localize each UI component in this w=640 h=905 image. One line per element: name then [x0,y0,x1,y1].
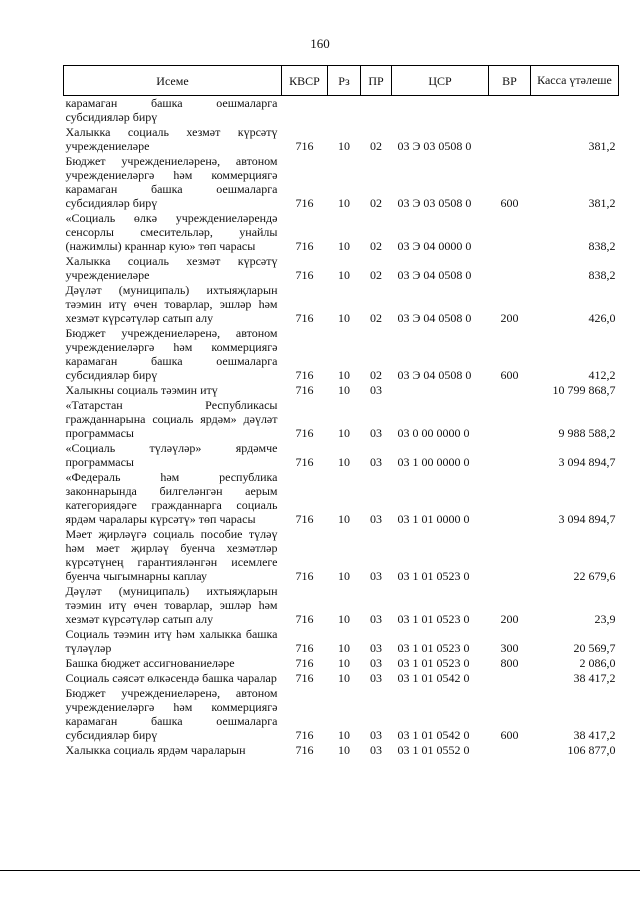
row-name: Социаль сәясәт өлкәсендә башка чаралар [65,671,277,685]
header-csr: ЦСР [392,66,489,96]
row-vr [489,470,531,527]
table-row [64,154,619,211]
row-csr [392,96,489,126]
table-row [64,254,619,283]
row-vr [489,527,531,584]
row-rz: 10 [338,569,350,583]
row-sum: 381,2 [588,139,616,153]
row-csr: 03 1 01 0000 0 [397,512,470,526]
row-sum: 3 094 894,7 [558,512,616,526]
row-kvsr [282,96,328,126]
row-sum [531,96,619,126]
row-kvsr: 716 [295,139,314,153]
table-row [64,211,619,254]
row-sum: 412,2 [588,368,616,382]
row-sum: 23,9 [594,612,616,626]
table-row [64,584,619,627]
table-row [64,656,619,671]
table-row [64,627,619,656]
table-body [64,96,619,759]
row-sum: 838,2 [588,268,616,282]
row-csr: 03 Э 03 0508 0 [397,196,472,210]
header-name: Исеме [64,66,282,96]
table-row [64,283,619,326]
row-csr: 03 1 01 0552 0 [397,743,470,757]
row-csr [392,383,489,398]
row-kvsr: 716 [295,311,314,325]
row-rz: 10 [338,656,350,670]
row-rz: 10 [338,196,350,210]
row-pr: 02 [370,368,382,382]
row-rz: 10 [338,383,350,397]
row-rz: 10 [338,268,350,282]
row-vr [489,211,531,254]
table-row [64,671,619,686]
row-pr: 03 [370,569,382,583]
table-row [64,527,619,584]
row-vr [489,254,531,283]
row-vr [489,743,531,758]
row-name: «Социаль өлкә учреждениеләрендә сенсорлы смесительләр, унайлы (нажимлы) краннар кую» төп чарасы [65,211,278,253]
row-rz: 10 [338,612,350,626]
row-name: «Федераль һәм республика законнарында билгеләнгән аерым категориядәге гражданнарга социаль ярдәм чаралары күрсәтү» төп чарасы [65,470,278,526]
row-sum: 38 417,2 [573,728,616,742]
row-csr: 03 Э 04 0508 0 [397,311,472,325]
table-header [64,66,619,96]
row-name: Башка бюджет ассигнованиеләре [65,656,235,670]
row-csr: 03 1 01 0523 0 [397,641,470,655]
row-csr: 03 1 01 0542 0 [397,728,470,742]
row-kvsr: 716 [295,368,314,382]
row-name: Дәүләт (муниципаль) ихтыяҗларын тәэмин итү өчен товарлар, эшләр һәм хезмәт күрсәтүләр сатып алу [65,283,278,325]
row-sum: 9 988 588,2 [558,426,616,440]
row-name: Халыкны социаль тәэмин итү [65,383,218,397]
row-pr: 03 [370,612,382,626]
row-kvsr: 716 [295,656,314,670]
row-vr [489,383,531,398]
row-vr: 600 [500,368,519,382]
row-csr: 03 Э 04 0000 0 [397,239,472,253]
row-pr: 03 [370,455,382,469]
row-pr: 02 [370,139,382,153]
row-name: Бюджет учреждениеләренә, автоном учреждениеләргә һәм коммерциягә карамаган башка оешмаларга субсидияләр бирү [65,686,278,742]
row-sum: 3 094 894,7 [558,455,616,469]
row-kvsr: 716 [295,612,314,626]
row-rz: 10 [338,728,350,742]
header-pr: ПР [361,66,392,96]
row-rz: 10 [338,641,350,655]
page-bottom-rule [0,870,640,901]
row-pr: 03 [370,743,382,757]
table-row [64,743,619,758]
row-sum: 38 417,2 [573,671,616,685]
row-rz [328,96,361,126]
row-pr: 03 [370,512,382,526]
row-vr: 200 [500,311,519,325]
row-csr: 03 Э 04 0508 0 [397,368,472,382]
row-kvsr: 716 [295,728,314,742]
table-row [64,686,619,743]
row-pr: 03 [370,383,382,397]
row-pr: 02 [370,239,382,253]
row-name: Халыкка социаль хезмәт күрсәтү учреждениеләре [65,254,278,282]
table-row [64,441,619,470]
row-kvsr: 716 [295,569,314,583]
table-row [64,383,619,398]
row-name: Бюджет учреждениеләренә, автоном учреждениеләргә һәм коммерциягә карамаган башка оешмаларга субсидияләр бирү [65,326,278,382]
row-csr: 03 1 01 0523 0 [397,569,470,583]
row-pr: 03 [370,728,382,742]
row-name: «Социаль түләүләр» ярдәмче программасы [65,441,278,469]
table-row [64,470,619,527]
header-kvsr: КВСР [282,66,328,96]
row-csr: 03 1 01 0523 0 [397,656,470,670]
row-vr [489,441,531,470]
row-rz: 10 [338,426,350,440]
row-kvsr: 716 [295,743,314,757]
row-vr [489,671,531,686]
row-rz: 10 [338,455,350,469]
header-sum: Касса үтәлеше [531,66,619,96]
row-name: Халыкка социаль ярдәм чараларын [65,743,246,757]
row-sum: 10 799 868,7 [552,383,616,397]
row-rz: 10 [338,671,350,685]
row-vr: 600 [500,196,519,210]
row-vr [489,398,531,441]
row-sum: 838,2 [588,239,616,253]
row-sum: 426,0 [588,311,616,325]
row-kvsr: 716 [295,383,314,397]
row-pr: 02 [370,311,382,325]
table-row [64,326,619,383]
row-pr: 02 [370,196,382,210]
row-rz: 10 [338,139,350,153]
row-csr: 03 Э 03 0508 0 [397,139,472,153]
budget-table [63,65,619,758]
row-kvsr: 716 [295,426,314,440]
row-name: Халыкка социаль хезмәт күрсәтү учреждениеләре [65,125,278,153]
row-csr: 03 1 01 0542 0 [397,671,470,685]
row-name: Социаль тәэмин итү һәм халыкка башка түләүләр [65,627,278,655]
row-csr: 03 1 00 0000 0 [397,455,470,469]
row-rz: 10 [338,311,350,325]
table-row [64,398,619,441]
row-csr: 03 Э 04 0508 0 [397,268,472,282]
row-rz: 10 [338,368,350,382]
row-vr [489,96,531,126]
row-vr: 800 [500,656,519,670]
table-row [64,96,619,126]
row-name: Мәет җирләүгә социаль пособие түләү һәм мәет җирләү буенча хезмәтләр күрсәтүнең гарантияләнгән исемлеге буенча чыгымнарны каплау [65,527,278,583]
row-pr: 03 [370,656,382,670]
row-pr: 03 [370,671,382,685]
header-vr: ВР [489,66,531,96]
row-csr: 03 0 00 0000 0 [397,426,470,440]
row-vr: 300 [500,641,519,655]
row-name: карамаган башка оешмаларга субсидияләр бирү [65,96,278,124]
row-name: Дәүләт (муниципаль) ихтыяҗларын тәэмин итү өчен товарлар, эшләр һәм хезмәт күрсәтүләр сатып алу [65,584,278,626]
row-vr [489,125,531,154]
row-pr: 03 [370,641,382,655]
row-kvsr: 716 [295,239,314,253]
row-vr: 600 [500,728,519,742]
row-kvsr: 716 [295,268,314,282]
row-name: «Татарстан Республикасы гражданнарына социаль ярдәм» дәүләт программасы [65,398,278,440]
row-kvsr: 716 [295,196,314,210]
row-pr [361,96,392,126]
row-sum: 381,2 [588,196,616,210]
table-row [64,125,619,154]
row-sum: 2 086,0 [579,656,616,670]
row-rz: 10 [338,239,350,253]
row-sum: 106 877,0 [567,743,616,757]
row-rz: 10 [338,743,350,757]
page-number: 160 [310,36,330,51]
row-rz: 10 [338,512,350,526]
row-name: Бюджет учреждениеләренә, автоном учреждениеләргә һәм коммерциягә карамаган башка оешмаларга субсидияләр бирү [65,154,278,210]
row-pr: 03 [370,426,382,440]
row-sum: 22 679,6 [573,569,616,583]
row-csr: 03 1 01 0523 0 [397,612,470,626]
row-vr: 200 [500,612,519,626]
row-kvsr: 716 [295,455,314,469]
row-pr: 02 [370,268,382,282]
row-kvsr: 716 [295,671,314,685]
row-kvsr: 716 [295,512,314,526]
row-kvsr: 716 [295,641,314,655]
header-rz: Рз [328,66,361,96]
row-sum: 20 569,7 [573,641,616,655]
